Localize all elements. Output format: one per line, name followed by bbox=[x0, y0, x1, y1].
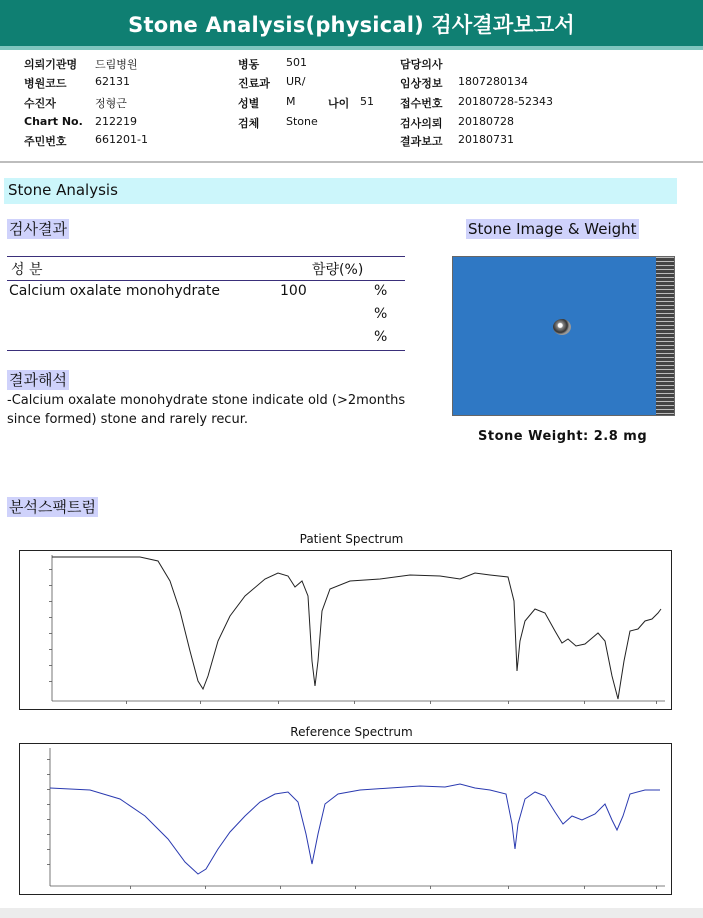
info-label: 임상정보 bbox=[400, 77, 443, 90]
info-value: 드림병원 bbox=[95, 58, 138, 71]
info-value: 20180731 bbox=[458, 133, 514, 146]
image-heading: Stone Image & Weight bbox=[468, 220, 637, 238]
info-label: 담당의사 bbox=[400, 58, 443, 71]
info-label: 의뢰기관명 bbox=[24, 58, 78, 71]
info-label: 접수번호 bbox=[400, 97, 443, 110]
info-label: 병원코드 bbox=[24, 77, 67, 90]
results-heading: 검사결과 bbox=[9, 220, 67, 238]
report-title: Stone Analysis(physical) 검사결과보고서 bbox=[0, 0, 703, 50]
ruler-scale bbox=[656, 257, 674, 415]
info-label: Chart No. bbox=[24, 115, 83, 128]
patient-spectrum-title: Patient Spectrum bbox=[299, 532, 404, 546]
info-value: 51 bbox=[360, 95, 374, 108]
info-value: 212219 bbox=[95, 115, 137, 128]
spectrum-heading: 분석스팩트럼 bbox=[9, 498, 96, 516]
info-label: 진료과 bbox=[238, 77, 270, 90]
reference-spectrum-title: Reference Spectrum bbox=[290, 725, 413, 739]
info-label: 결과보고 bbox=[400, 135, 443, 148]
stone-weight: Stone Weight: 2.8 mg bbox=[478, 429, 648, 444]
divider bbox=[0, 161, 703, 163]
footer-bar bbox=[0, 908, 703, 918]
interpretation-heading: 결과해석 bbox=[9, 371, 67, 389]
result-unit: % bbox=[374, 283, 388, 299]
reference-spectrum-chart bbox=[19, 743, 672, 895]
result-component: Calcium oxalate monohydrate bbox=[9, 283, 220, 299]
patient-spectrum-chart bbox=[19, 550, 672, 710]
info-value: UR/ bbox=[286, 75, 306, 88]
result-unit: % bbox=[374, 329, 388, 345]
info-value: 661201-1 bbox=[95, 133, 148, 146]
col-header-content: 함량(%) bbox=[312, 262, 364, 278]
info-value: 20180728-52343 bbox=[458, 95, 553, 108]
info-label: 검사의뢰 bbox=[400, 117, 443, 130]
col-header-component: 성 분 bbox=[11, 262, 43, 278]
info-label: 나이 bbox=[328, 97, 350, 110]
info-value: 501 bbox=[286, 56, 307, 69]
info-label: 병동 bbox=[238, 58, 260, 71]
info-value: 62131 bbox=[95, 75, 130, 88]
info-value: M bbox=[286, 95, 296, 108]
result-unit: % bbox=[374, 306, 388, 322]
info-label: 수진자 bbox=[24, 97, 56, 110]
interpretation-text: -Calcium oxalate monohydrate stone indicate old (>2months since formed) stone and rarely recur. bbox=[7, 393, 406, 427]
reference-spectrum-plot bbox=[20, 744, 671, 894]
info-value: 정형근 bbox=[95, 97, 127, 110]
info-label: 주민번호 bbox=[24, 135, 67, 148]
info-value: 1807280134 bbox=[458, 75, 528, 88]
info-value: Stone bbox=[286, 115, 318, 128]
info-label: 검체 bbox=[238, 117, 260, 130]
result-amount: 100 bbox=[280, 283, 307, 299]
stone-specimen bbox=[553, 319, 571, 335]
stone-photo bbox=[452, 256, 675, 416]
table-header-line bbox=[7, 280, 405, 281]
section-title: Stone Analysis bbox=[4, 178, 677, 204]
table-bottom-line bbox=[7, 350, 405, 351]
info-value: 20180728 bbox=[458, 115, 514, 128]
patient-spectrum-plot bbox=[20, 551, 671, 709]
table-top-line bbox=[7, 256, 405, 257]
info-label: 성별 bbox=[238, 97, 260, 110]
